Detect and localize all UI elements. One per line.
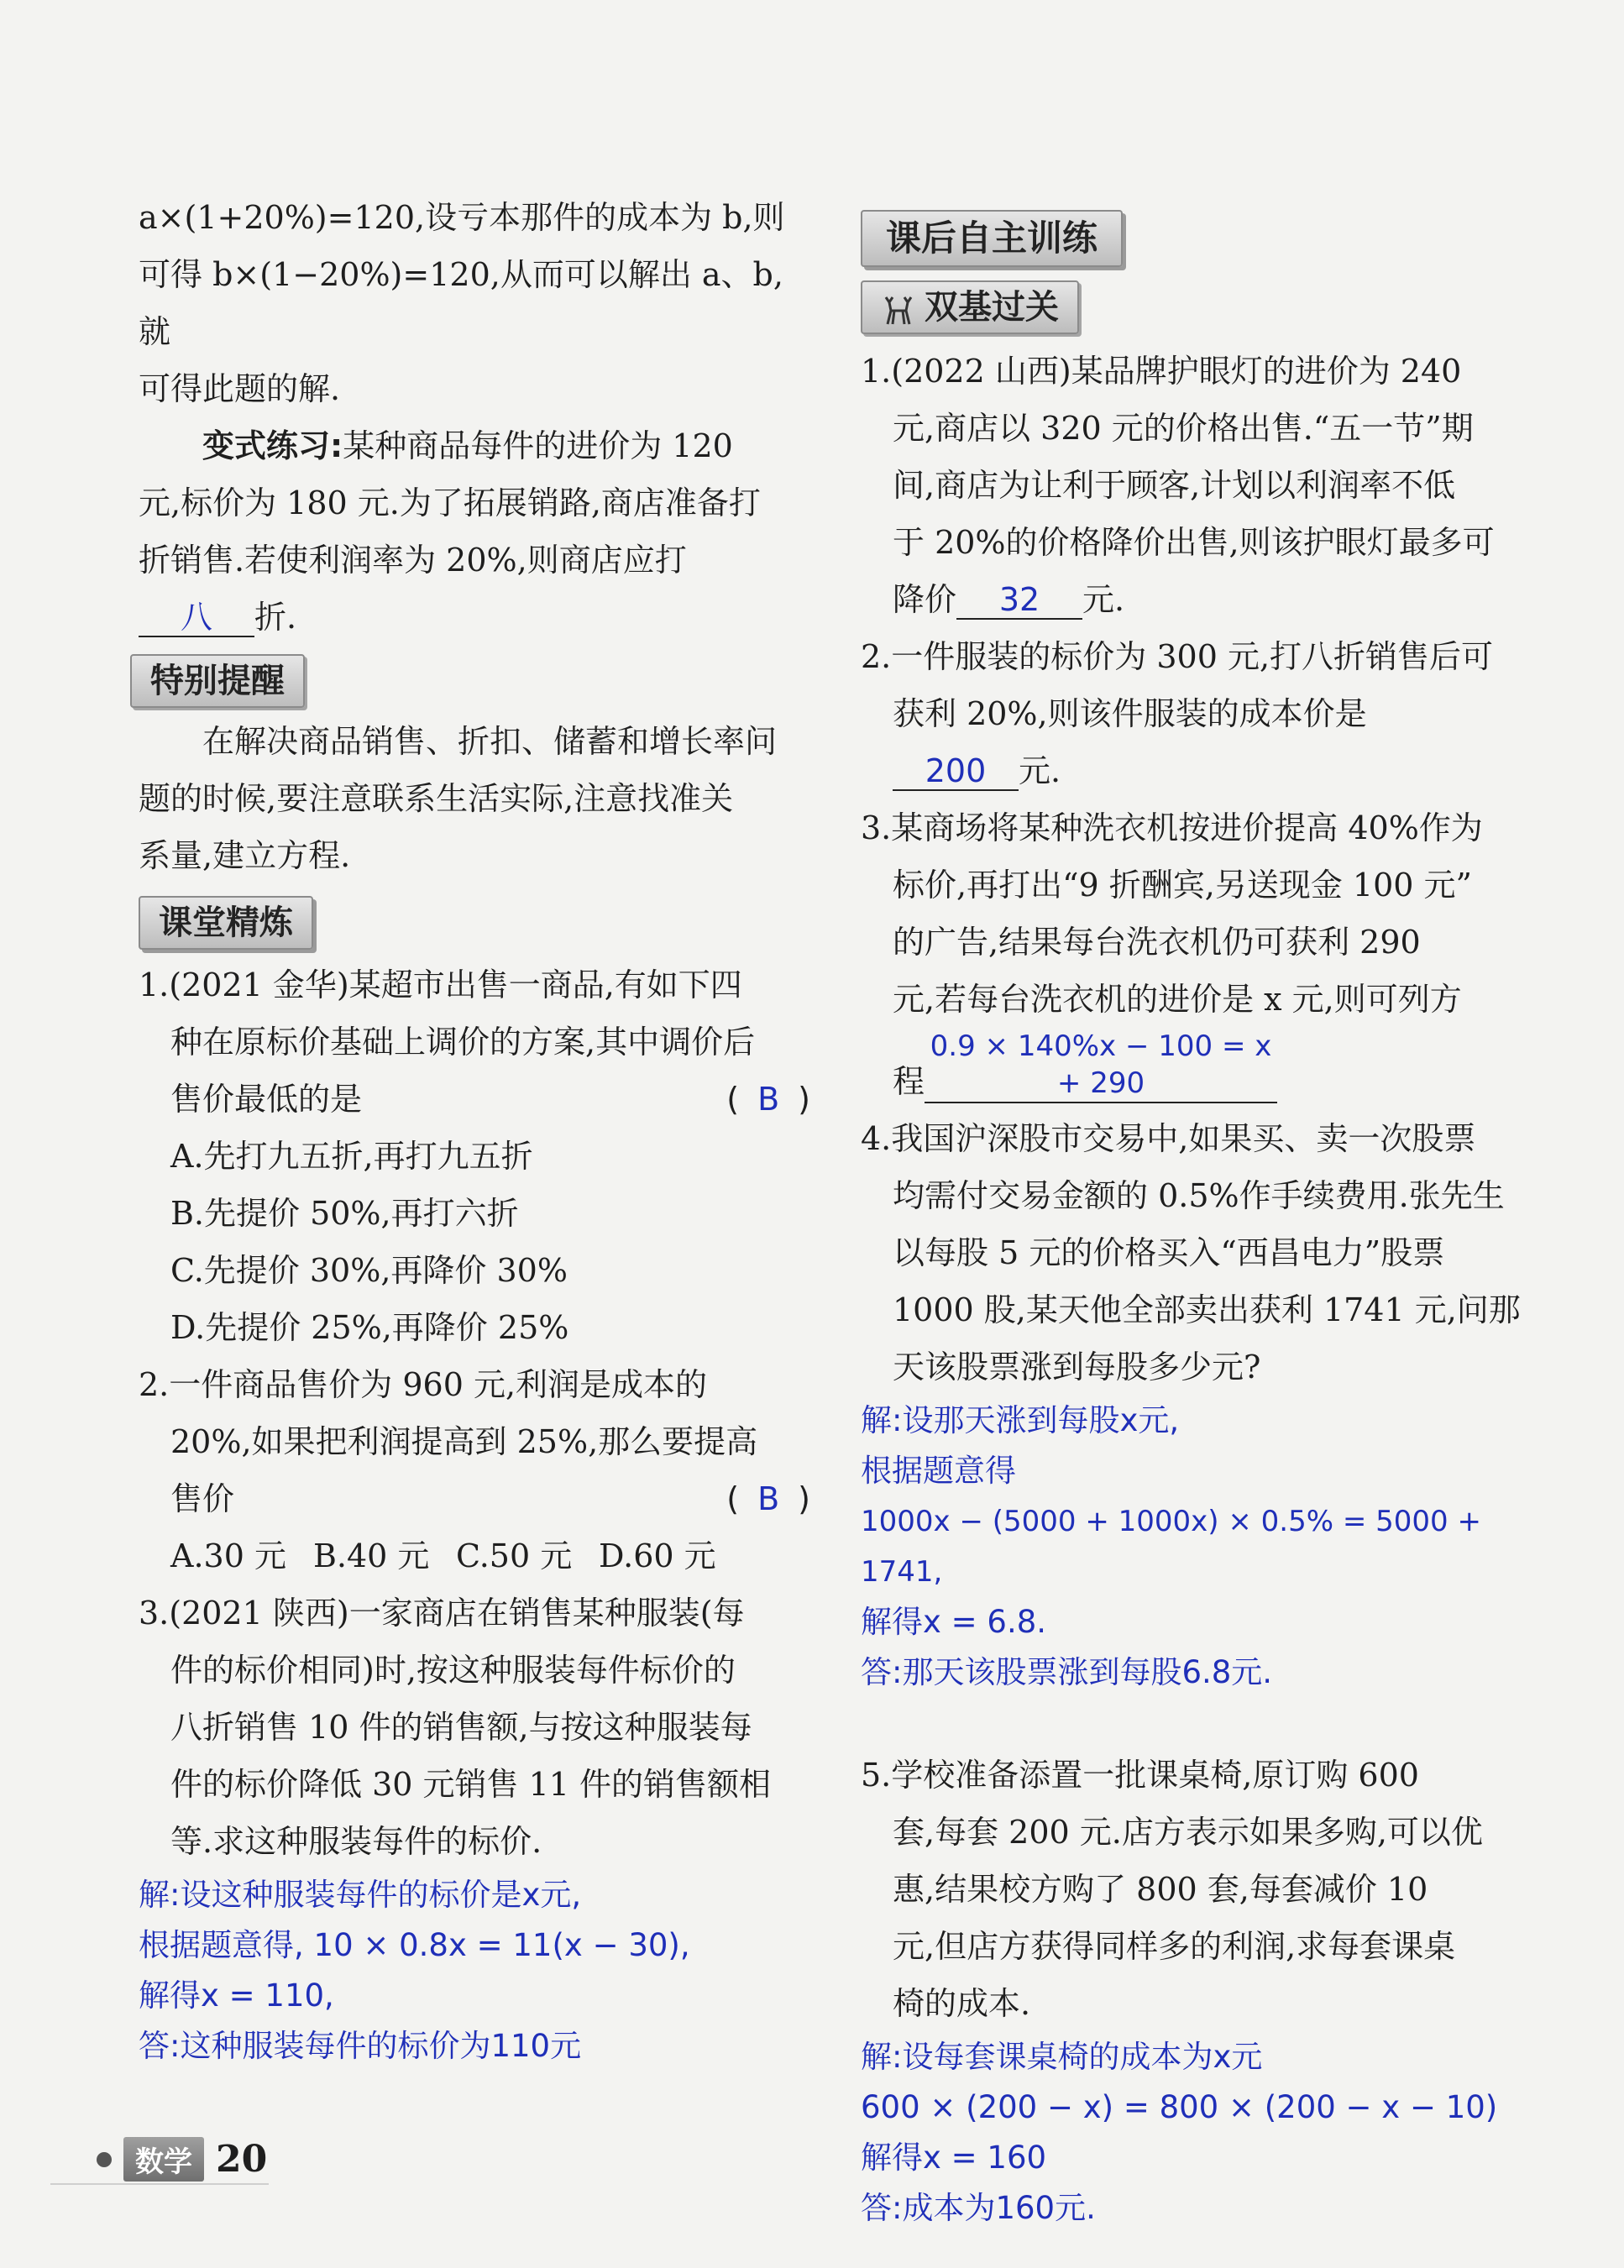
cp-q2-line-1: 2.一件商品售价为 960 元,利润是成本的 [139, 1366, 708, 1403]
r-q4-line-2: 均需付交易金额的 0.5%作手续费用.张先生 [893, 1177, 1505, 1214]
cp-q1-option-c: C.先提价 30%,再降价 30% [170, 1252, 568, 1289]
cp-q1-option-b: B.先提价 50%,再打六折 [170, 1195, 519, 1232]
r-q1-answer: 32 [956, 581, 1082, 620]
cp-q2-line-2: 20%,如果把利润提高到 25%,那么要提高 [170, 1423, 758, 1460]
cp-q3-sol-2: 根据题意得, 10 × 0.8x = 11(x − 30), [139, 1927, 690, 1963]
cp-q2-option-d: D.60 元 [599, 1537, 716, 1574]
intro-line-2: 可得 b×(1−20%)=120,从而可以解出 a、b,就 [139, 256, 783, 350]
r-q5-line-2: 套,每套 200 元.店方表示如果多购,可以优 [893, 1814, 1483, 1851]
r-q3-line-3: 的广告,结果每台洗衣机仍可获利 290 [893, 924, 1421, 961]
right-column [861, 210, 1541, 2234]
cp-q2-option-a: A.30 元 [170, 1537, 286, 1574]
r-q2-answer: 200 [893, 752, 1019, 791]
r-q4-sol-1: 解:设那天涨到每股x元, [861, 1402, 1180, 1438]
r-q4-line-5: 天该股票涨到每股多少元? [893, 1349, 1261, 1385]
cp-q2-option-b: B.40 元 [313, 1537, 430, 1574]
r-q4-line-3: 以每股 5 元的价格买入“西昌电力”股票 [893, 1234, 1445, 1271]
r-q5-sol-2: 600 × (200 − x) = 800 × (200 − x − 10) [861, 2089, 1498, 2125]
r-q4-sol-3: 1000x − (5000 + 1000x) × 0.5% = 5000 + 1741, [861, 1505, 1481, 1589]
variant-answer: 八 [139, 599, 254, 637]
r-q1-line-4: 于 20%的价格降价出售,则该护眼灯最多可 [893, 524, 1495, 561]
r-q2-line-2: 获利 20%,则该件服装的成本价是 [893, 695, 1367, 732]
r-q4-sol-2: 根据题意得 [861, 1453, 1016, 1489]
cp-q1-line-1: 1.(2021 金华)某超市出售一商品,有如下四 [139, 966, 742, 1003]
r-q5-line-4: 元,但店方获得同样多的利润,求每套课桌 [893, 1928, 1456, 1965]
r-q5-sol-3: 解得x = 160 [861, 2140, 1047, 2176]
subject-label: 数学 [123, 2137, 204, 2182]
tip-line-2: 题的时候,要注意联系生活实际,注意找准关 [139, 780, 734, 817]
r-q1-line-1: 1.(2022 山西)某品牌护眼灯的进价为 240 [861, 353, 1462, 390]
class-practice-header [139, 896, 810, 950]
spacer [861, 1698, 1541, 1747]
r-q4-sol-5: 答:那天该股票涨到每股6.8元. [861, 1654, 1273, 1690]
tip-line-1: 在解决商品销售、折扣、储蓄和增长率问 [202, 723, 778, 760]
cp-q1-answer: B [757, 1081, 780, 1118]
r-q5-sol-1: 解:设每套课桌椅的成本为x元 [861, 2039, 1263, 2075]
cp-q3-line-5: 等.求这种服装每件的标价. [170, 1823, 542, 1860]
variant-line-1: 变式练习:某种商品每件的进价为 120 [202, 427, 733, 464]
after-class-title: 课后自主训练 [861, 210, 1123, 267]
cp-q1-line-2: 种在原标价基础上调价的方案,其中调价后 [170, 1024, 756, 1061]
tip-title: 特别提醒 [130, 654, 305, 708]
cp-q3-solution [139, 1870, 810, 2072]
deer-icon [881, 291, 918, 327]
r-q2-line-1: 2.一件服装的标价为 300 元,打八折销售后可 [861, 638, 1494, 675]
cp-q3-sol-1: 解:设这种服装每件的标价是x元, [139, 1877, 582, 1913]
r-q3-line-4: 元,若每台洗衣机的进价是 x 元,则可列方 [893, 981, 1462, 1018]
page-footer [97, 2137, 267, 2182]
variant-line-3: 折销售.若使利润率为 20%,则商店应打 [139, 542, 687, 579]
tip-line-3: 系量,建立方程. [139, 837, 351, 874]
r-q4-line-1: 4.我国沪深股市交易中,如果买、卖一次股票 [861, 1120, 1476, 1157]
footer-divider [50, 2183, 269, 2185]
cp-q1-option-d: D.先提价 25%,再降价 25% [170, 1309, 569, 1346]
r-q4-sol-4: 解得x = 6.8. [861, 1604, 1047, 1640]
cp-q3-line-3: 八折销售 10 件的销售额,与按这种服装每 [170, 1709, 752, 1746]
r-q5-solution [861, 2032, 1541, 2234]
after-class-header [861, 210, 1541, 267]
basics-header [861, 280, 1541, 334]
intro-line-3: 可得此题的解. [139, 370, 341, 407]
cp-q2-option-c: C.50 元 [456, 1537, 573, 1574]
r-q2-line-3: 200 元. [861, 742, 1541, 799]
variant-label: 变式练习: [202, 427, 343, 464]
cp-q3-sol-4: 答:这种服装每件的标价为110元 [139, 2028, 582, 2064]
left-column [139, 189, 810, 2072]
variant-line-4: 八 折. [139, 589, 810, 646]
r-q1-line-3: 间,商店为让利于顾客,计划以利润率不低 [893, 467, 1456, 504]
r-q5-line-1: 5.学校准备添置一批课桌椅,原订购 600 [861, 1757, 1419, 1794]
cp-q3-sol-3: 解得x = 110, [139, 1977, 334, 2014]
bullet-icon [97, 2152, 112, 2167]
tip-header [130, 654, 810, 708]
cp-q2-answer-paren: ( B ) [726, 1480, 810, 1517]
cp-q3-line-4: 件的标价降低 30 元销售 11 件的销售额相 [170, 1766, 772, 1803]
class-practice-title: 课堂精炼 [139, 896, 313, 950]
intro-line-1: a×(1+20%)=120,设亏本那件的成本为 b,则 [139, 199, 785, 236]
cp-q3-line-2: 件的标价相同)时,按这种服装每件标价的 [170, 1652, 736, 1689]
r-q5-sol-4: 答:成本为160元. [861, 2190, 1096, 2226]
cp-q2-options [139, 1527, 810, 1584]
r-q4-line-4: 1000 股,某天他全部卖出获利 1741 元,问那 [893, 1291, 1521, 1328]
r-q3-line-5: 程0.9 × 140%x − 100 = x + 290 [861, 1028, 1541, 1110]
r-q5-line-3: 惠,结果校方购了 800 套,每套减价 10 [893, 1871, 1428, 1908]
variant-line-2: 元,标价为 180 元.为了拓展销路,商店准备打 [139, 485, 761, 521]
r-q5-line-5: 椅的成本. [893, 1985, 1031, 2022]
cp-q1-line-3: 售价最低的是 ( B ) [139, 1071, 810, 1128]
basics-title: 双基过关 [861, 280, 1079, 334]
r-q3-line-2: 标价,再打出“9 折酬宾,另送现金 100 元” [893, 867, 1472, 904]
cp-q2-line-3: 售价 ( B ) [139, 1470, 810, 1527]
cp-q2-answer: B [757, 1480, 780, 1517]
r-q3-line-1: 3.某商场将某种洗衣机按进价提高 40%作为 [861, 809, 1483, 846]
r-q4-solution [861, 1396, 1541, 1698]
r-q1-line-5: 降价 32 元. [893, 581, 1125, 618]
r-q3-answer: 0.9 × 140%x − 100 = x + 290 [925, 1028, 1277, 1103]
page-number: 20 [216, 2138, 268, 2181]
cp-q3-line-1: 3.(2021 陕西)一家商店在销售某种服装(每 [139, 1595, 745, 1632]
cp-q1-answer-paren: ( B ) [726, 1081, 810, 1118]
r-q1-line-2: 元,商店以 320 元的价格出售.“五一节”期 [893, 410, 1474, 447]
cp-q1-option-a: A.先打九五折,再打九五折 [170, 1138, 533, 1175]
